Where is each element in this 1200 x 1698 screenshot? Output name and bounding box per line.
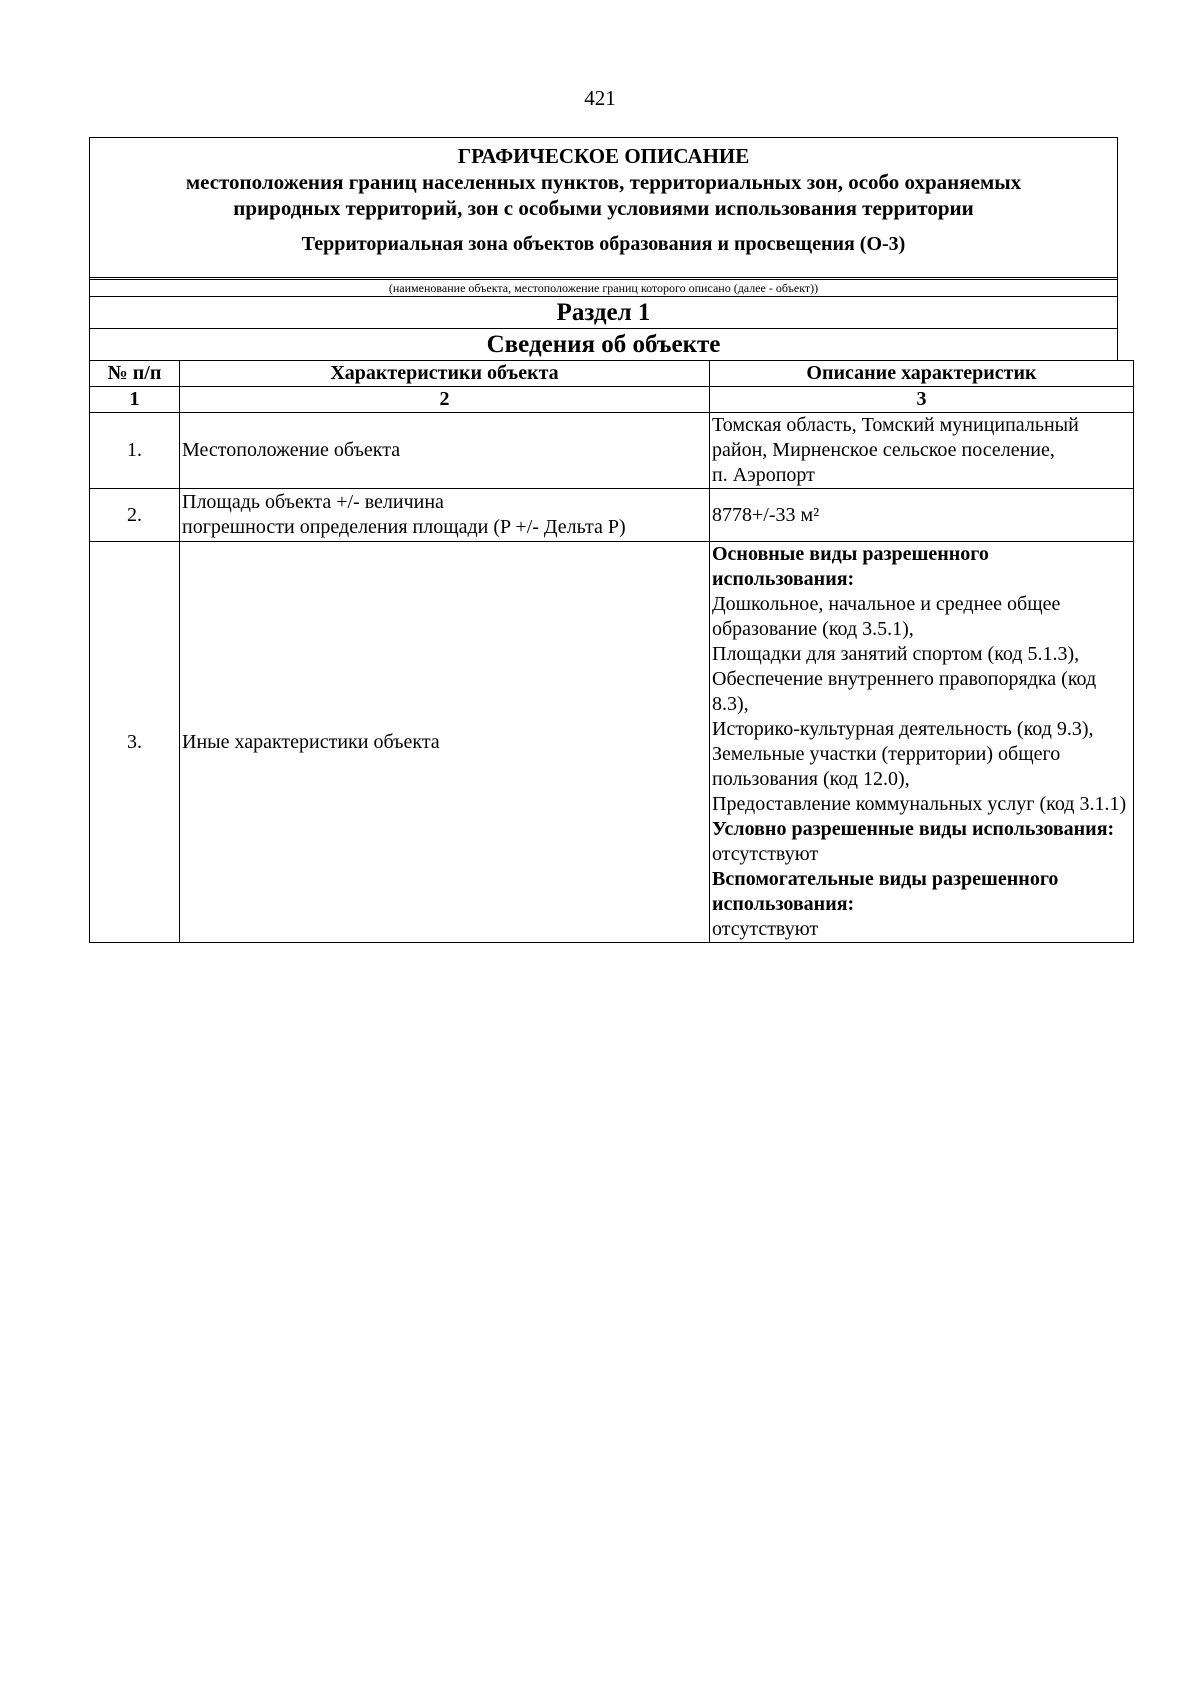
area-label-line: Площадь объекта +/- величина xyxy=(182,491,444,513)
document-subtitle-line2: природных территорий, зон с особыми условиями использования территории xyxy=(233,196,974,220)
page-number: 421 xyxy=(584,86,616,110)
row-number: 3. xyxy=(90,542,180,943)
main-use-item: Историко-культурная деятельность (код 9.3), xyxy=(712,718,1094,740)
column-number: 3 xyxy=(710,387,1134,413)
main-use-item: Площадки для занятий спортом (код 5.1.3), xyxy=(712,643,1080,665)
document-subtitle-line1: местоположения границ населенных пунктов, территориальных зон, особо охраняемых xyxy=(185,170,1022,194)
location-line: п. Аэропорт xyxy=(712,464,815,486)
row-number: 1. xyxy=(90,413,180,489)
header-number: № п/п xyxy=(90,361,180,387)
table-row xyxy=(90,542,1134,943)
location-line: Томская область, Томский муниципальный xyxy=(712,414,1079,436)
main-uses-heading: Основные виды разрешенного использования: xyxy=(712,543,989,590)
row-characteristic: Иные характеристики объекта xyxy=(180,542,710,943)
header-description: Описание характеристик xyxy=(710,361,1134,387)
table-header-row xyxy=(90,361,1134,387)
column-number: 2 xyxy=(180,387,710,413)
row-characteristic xyxy=(180,489,710,542)
auxiliary-uses-heading: Вспомогательные виды разрешенного использования: xyxy=(712,868,1059,915)
auxiliary-uses-value: отсутствуют xyxy=(712,918,819,940)
title-block xyxy=(89,137,1118,277)
document xyxy=(89,137,1127,943)
row-number: 2. xyxy=(90,489,180,542)
main-use-item: Обеспечение внутреннего правопорядка (код 8.3), xyxy=(712,668,1097,715)
area-label-line: погрешности определения площади (P +/- Дельта P) xyxy=(182,516,626,538)
area-value: 8778+/-33 м² xyxy=(710,489,1134,542)
row-characteristic: Местоположение объекта xyxy=(180,413,710,489)
table-row xyxy=(90,489,1134,542)
object-caption: (наименование объекта, местоположение границ которого описано (далее - объект)) xyxy=(89,279,1118,296)
header-characteristic: Характеристики объекта xyxy=(180,361,710,387)
document-title: ГРАФИЧЕСКОЕ ОПИСАНИЕ xyxy=(457,144,750,168)
row-description xyxy=(710,542,1134,943)
conditional-uses-heading: Условно разрешенные виды использования: xyxy=(712,818,1115,840)
section-title: Раздел 1 xyxy=(89,296,1118,328)
column-number: 1 xyxy=(90,387,180,413)
location-line: район, Мирненское сельское поселение, xyxy=(712,439,1055,461)
zone-name: Территориальная зона объектов образования и просвещения (О-3) xyxy=(301,233,906,255)
row-description xyxy=(710,413,1134,489)
characteristics-table xyxy=(89,360,1134,943)
main-use-item: Предоставление коммунальных услуг (код 3.1.1) xyxy=(712,793,1127,815)
conditional-uses-value: отсутствуют xyxy=(712,843,819,865)
section-subtitle: Сведения об объекте xyxy=(89,328,1118,360)
main-use-item: Земельные участки (территории) общего пользования (код 12.0), xyxy=(712,743,1061,790)
table-row xyxy=(90,413,1134,489)
column-number-row xyxy=(90,387,1134,413)
main-use-item: Дошкольное, начальное и среднее общее образование (код 3.5.1), xyxy=(712,593,1061,640)
